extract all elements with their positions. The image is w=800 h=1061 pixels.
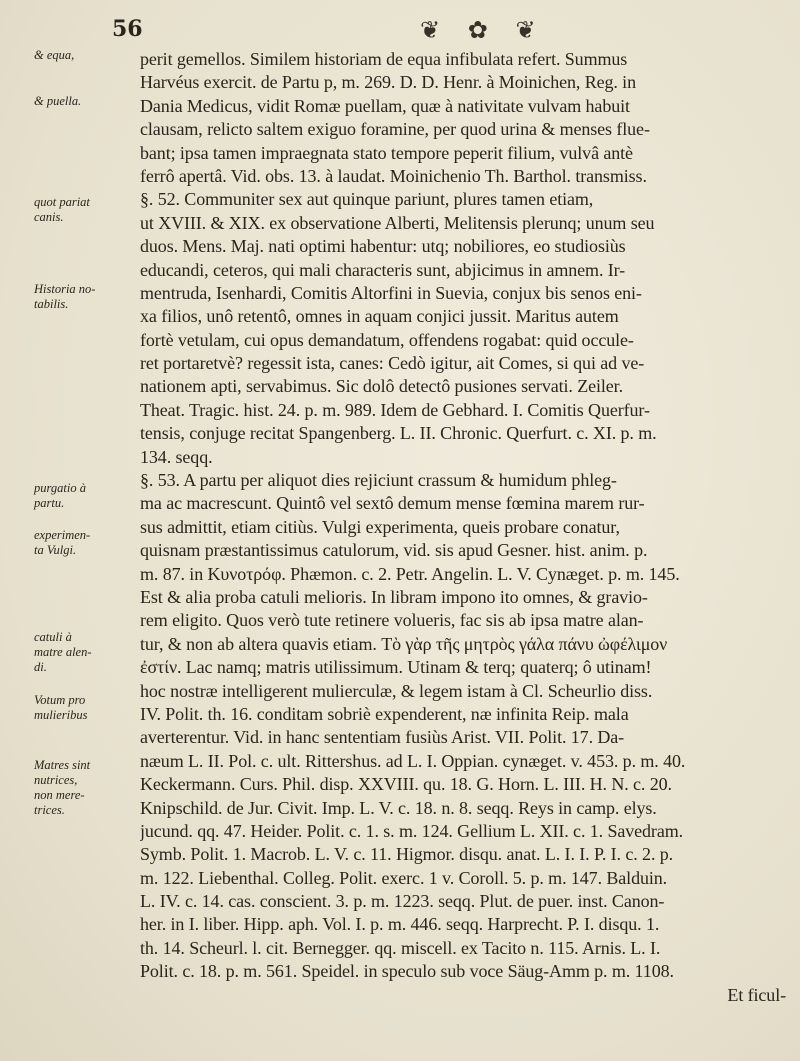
text-line: mentruda, Isenhardi, Comitis Altorfini in Suevia, conjux bis senos eni- xyxy=(140,282,642,303)
text-line: hoc nostræ intelligerent mulierculæ, & legem istam à Cl. Scheurlio diss. xyxy=(140,680,653,701)
text-line: Dania Medicus, vidit Romæ puellam, quæ à nativitate vulvam habuit xyxy=(140,95,630,116)
text-line: th. 14. Scheurl. l. cit. Bernegger. qq. miscell. ex Tacito n. 115. Arnis. L. I. xyxy=(140,937,661,958)
text-line: IV. Polit. th. 16. conditam sobriè expenderent, næ infinita Reip. mala xyxy=(140,703,629,724)
text-line: Polit. c. 18. p. m. 561. Speidel. in speculo sub voce Säug-Amm p. m. 1108. xyxy=(140,961,674,982)
text-line: nationem apti, servabimus. Sic dolô detectô pusiones servati. Zeiler. xyxy=(140,376,623,397)
text-line: rem eligito. Quos verò tute retinere volueris, fac sis ab ipsa matre alan- xyxy=(140,610,644,631)
margin-note: & equa, xyxy=(34,48,75,62)
text-line: clausam, relicto saltem exiguo foramine, per quod urina & menses flue- xyxy=(140,119,650,140)
text-line: m. 87. in Κυνοτρόφ. Phæmon. c. 2. Petr. Angelin. L. V. Cynæget. p. m. 145. xyxy=(140,563,680,584)
text-line: Knipschild. de Jur. Civit. Imp. L. V. c. 18. n. 8. seqq. Reys in camp. elys. xyxy=(140,797,657,818)
page-number: 56 xyxy=(112,16,143,42)
text-line: sus admittit, etiam citiùs. Vulgi experimenta, queis probare conatur, xyxy=(140,516,620,537)
text-line: perit gemellos. Similem historiam de equa infibulata refert. Summus xyxy=(140,49,628,69)
text-line: quisnam præstantissimus catulorum, vid. sis apud Gesner. hist. anim. p. xyxy=(140,540,648,561)
margin-note: Matres sint nutrices, non mere- trices. xyxy=(34,758,91,817)
catchword: Et ficul- xyxy=(727,984,786,1005)
text-line: jucund. qq. 47. Heider. Polit. c. 1. s. m. 124. Gellium L. XII. c. 1. Savedram. xyxy=(140,820,684,841)
text-line: ma ac macrescunt. Quintô vel sextô demum mense fœmina marem rur- xyxy=(140,493,645,514)
text-line: 134. seqq. xyxy=(140,446,213,467)
text-line: Est & alia proba catuli melioris. In libram impono ito omnes, & gravio- xyxy=(140,586,648,607)
margin-note: catuli à matre alen- di. xyxy=(34,630,92,674)
margin-note: Votum pro mulieribus xyxy=(34,693,88,722)
text-line: m. 122. Liebenthal. Colleg. Polit. exerc. 1 v. Coroll. 5. p. m. 147. Balduin. xyxy=(140,867,668,888)
text-line: Harvéus exercit. de Partu p, m. 269. D. D. Henr. à Moinichen, Reg. in xyxy=(140,72,636,93)
text-body xyxy=(140,48,792,1007)
margin-note: Historia no- tabilis. xyxy=(34,282,96,311)
text-line: tur, & non ab altera quavis etiam. Τὸ γὰρ τῆς μητρὸς γάλα πάνυ ὠφέλιμον xyxy=(140,633,668,654)
text-line: ret portaretvè? regessit ista, canes: Cedò igitur, ait Comes, si qui ad ve- xyxy=(140,353,645,374)
text-line: tensis, conjuge recitat Spangenberg. L. II. Chronic. Querfurt. c. XI. p. m. xyxy=(140,423,657,444)
text-line: duos. Mens. Maj. nati optimi habentur: utq; nobiliores, eo studiosiùs xyxy=(140,236,626,257)
text-line: Symb. Polit. 1. Macrob. L. V. c. 11. Higmor. disqu. anat. L. I. I. P. I. c. 2. p. xyxy=(140,844,674,865)
text-line: §. 52. Communiter sex aut quinque pariunt, plures tamen etiam, xyxy=(140,189,594,210)
text-line: L. IV. c. 14. cas. conscient. 3. p. m. 1223. seqq. Plut. de puer. inst. Canon- xyxy=(140,891,665,912)
text-line: §. 53. A partu per aliquot dies rejiciunt crassum & humidum phleg- xyxy=(140,470,617,491)
ornament-icon: ❦ ✿ ❦ xyxy=(420,16,546,44)
margin-note: & puella. xyxy=(34,94,82,108)
margin-note: quot pariat canis. xyxy=(34,195,90,224)
text-line: næum L. II. Pol. c. ult. Rittershus. ad L. I. Oppian. cynæget. v. 453. p. m. 40. xyxy=(140,750,686,771)
text-line: bant; ipsa tamen impraegnata stato tempore peperit filium, vulvâ antè xyxy=(140,142,633,163)
text-line: fortè vetulam, cui opus demandatum, offendens rogabat: quid occule- xyxy=(140,329,634,350)
text-line: ferrô apertâ. Vid. obs. 13. à laudat. Moinichenio Th. Barthol. transmiss. xyxy=(140,165,647,186)
text-line: xa filios, unô retentô, omnes in aquam conjici jussit. Maritus autem xyxy=(140,306,619,327)
text-line: Theat. Tragic. hist. 24. p. m. 989. Idem de Gebhard. I. Comitis Querfur- xyxy=(140,399,650,420)
text-line: her. in I. liber. Hipp. aph. Vol. I. p. m. 446. seqq. Harprecht. P. I. disqu. 1. xyxy=(140,914,660,935)
text-line: ἐστίν. Lac namq; matris utilissimum. Utinam & terq; quaterq; ô utinam! xyxy=(140,657,652,678)
margin-note: experimen- ta Vulgi. xyxy=(34,528,91,557)
text-line: educandi, ceteros, qui mali characteris sunt, abjicimus in amnem. Ir- xyxy=(140,259,626,280)
text-line: averterentur. Vid. in hanc sententiam fusiùs Arist. VII. Polit. 17. Da- xyxy=(140,727,625,748)
page-header xyxy=(0,10,800,50)
text-line: ut XVIII. & XIX. ex observatione Alberti, Melitensis plerunq; unum seu xyxy=(140,212,655,233)
margin-note: purgatio à partu. xyxy=(34,481,86,510)
text-line: Keckermann. Curs. Phil. disp. XXVIII. qu. 18. G. Horn. L. III. H. N. c. 20. xyxy=(140,774,672,795)
